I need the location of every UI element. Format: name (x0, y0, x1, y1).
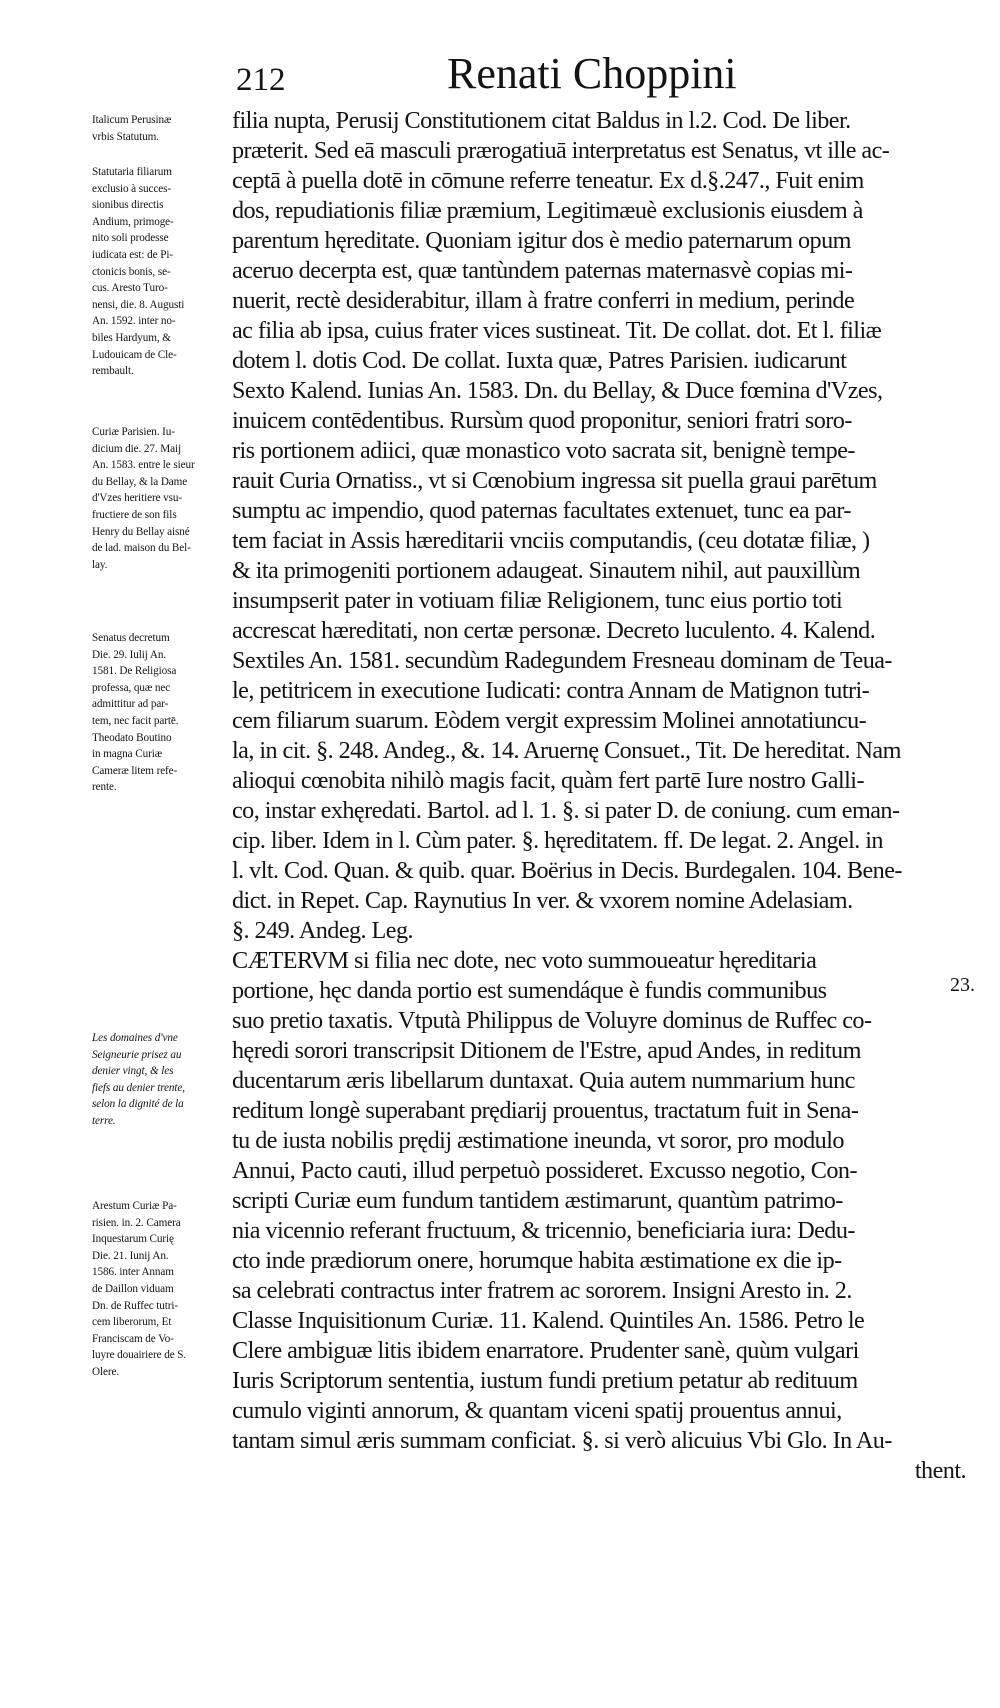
margin-note-line: du Bellay, & la Dame (92, 475, 188, 488)
margin-note-line: vrbis Statutum. (92, 130, 159, 143)
margin-note-line: biles Hardyum, & (92, 331, 171, 344)
margin-note-line: Senatus decretum (92, 632, 170, 644)
body-line: tem faciat in Assis hæreditarii vnciis computandis, (ceu dotatæ filiæ, ) (232, 527, 870, 554)
margin-note-line: risien. in. 2. Camera (92, 1216, 181, 1229)
body-line: Sextiles An. 1581. secundùm Radegundem Fresneau dominam de Teua- (232, 647, 892, 674)
body-line: le, petitricem in executione Iudicati: contra Annam de Matignon tutri- (232, 677, 870, 704)
margin-note-line: Cameræ litem refe- (92, 764, 178, 777)
margin-note-line: Die. 21. Iunij An. (92, 1249, 169, 1262)
body-line: scripti Curiæ eum fundum tantidem æstimarunt, quantùm patrimo- (232, 1187, 843, 1214)
body-line: la, in cit. §. 248. Andeg., &. 14. Aruernę Consuet., Tit. De hereditat. Nam (232, 737, 901, 764)
body-line: Sexto Kalend. Iunias An. 1583. Dn. du Bellay, & Duce fœmina d'Vzes, (232, 377, 883, 404)
margin-note-line: Arestum Curiæ Pa- (92, 1200, 177, 1212)
body-line: præterit. Sed eā masculi prærogatiuā interpretatus est Senatus, vt ille ac- (232, 137, 890, 164)
body-text (232, 106, 970, 1486)
body-line: cto inde prædiorum onere, horumque habita æstimatione ex die ip- (232, 1247, 842, 1274)
margin-note-line: Theodato Boutino (92, 731, 172, 744)
body-line: sumptu ac impendio, quod paternas facultates extenuet, tunc ea par- (232, 497, 851, 524)
body-line: insumpserit pater in votiuam filiæ Religionem, tunc eius portio toti (232, 587, 843, 614)
margin-note-line: cem liberorum, Et (92, 1316, 172, 1329)
body-line: Annui, Pacto cauti, illud perpetuò possideret. Excusso negotio, Con- (232, 1157, 857, 1184)
margin-note-line: fructiere de son fils (92, 508, 177, 521)
body-line: & ita primogeniti portionem adaugeat. Sinautem nihil, aut pauxillùm (232, 557, 861, 584)
margin-note (92, 630, 224, 796)
body-line: Iuris Scriptorum sententia, iustum fundi pretium petatur ab redituum (232, 1367, 858, 1394)
margin-note-line: lay. (92, 558, 108, 571)
body-line: cumulo viginti annorum, & quantam viceni spatij prouentus annui, (232, 1397, 842, 1424)
margin-note-line: admittitur ad par- (92, 698, 169, 711)
body-line: cip. liber. Idem in l. Cùm pater. §. hęreditatem. ff. De legat. 2. Angel. in (232, 827, 883, 854)
body-line: dict. in Repet. Cap. Raynutius In ver. & vxorem nomine Adelasiam. (232, 887, 853, 914)
margin-note-line: de lad. maison du Bel- (92, 542, 191, 555)
section-number: 23. (950, 974, 975, 996)
body-line: parentum hęreditate. Quoniam igitur dos è medio paternarum opum (232, 227, 851, 254)
margin-note-line: Die. 29. Iulij An. (92, 648, 167, 661)
margin-note-line: Les domaines d'vne (92, 1032, 178, 1044)
body-line: dotem l. dotis Cod. De collat. Iuxta quæ, Patres Parisien. iudicarunt (232, 347, 847, 374)
body-line: reditum longè superabant prędiarij prouentus, tractatum fuit in Sena- (232, 1097, 859, 1124)
body-line: aceruo decerpta est, quæ tantùndem paternas maternasvè copias mi- (232, 257, 853, 284)
margin-note-line: Ludouicam de Cle- (92, 348, 177, 361)
page-number: 212 (236, 62, 286, 98)
body-line: sa celebrati contractus inter fratrem ac sororem. Insigni Aresto in. 2. (232, 1277, 852, 1304)
body-line: hęredi sorori transcripsit Ditionem de l'Estre, apud Andes, in reditum (232, 1037, 861, 1064)
body-line: inuicem contēdentibus. Rursùm quod proponitur, seniori fratri soro- (232, 407, 852, 434)
margin-note (92, 1198, 224, 1381)
margin-note-line: Franciscam de Vo- (92, 1332, 174, 1345)
margin-note-line: An. 1583. entre le sieur (92, 459, 195, 472)
margin-note-line: Curiæ Parisien. Iu- (92, 426, 175, 438)
margin-note-line: nito soli prodesse (92, 232, 169, 245)
body-line: Clere ambiguæ litis ibidem enarratore. Prudenter sanè, quùm vulgari (232, 1337, 859, 1364)
body-line: tantam simul æris summam conficiat. §. si verò alicuius Vbi Glo. In Au- (232, 1427, 892, 1454)
margin-note-line: luyre douairiere de S. (92, 1349, 187, 1362)
margin-note-line: fiefs au denier trente, (92, 1081, 185, 1094)
margin-note-line: sionibus directis (92, 199, 164, 212)
body-line: co, instar exhęredati. Bartol. ad l. 1. §. si pater D. de coniung. cum eman- (232, 797, 900, 824)
margin-note-line: in magna Curiæ (92, 748, 163, 761)
body-line: CÆTERVM si filia nec dote, nec voto summoueatur hęreditaria (232, 947, 817, 974)
body-line: cem filiarum suarum. Eòdem vergit expressim Molinei annotatiuncu- (232, 707, 867, 734)
body-line: Classe Inquisitionum Curiæ. 11. Kalend. Quintiles An. 1586. Petro le (232, 1307, 865, 1334)
margin-note-line: Henry du Bellay aisné (92, 525, 190, 538)
margin-note-line: nensi, die. 8. Augusti (92, 298, 185, 311)
margin-note-line: de Daillon viduam (92, 1282, 174, 1295)
body-line: accrescat hæreditati, non certæ personæ. Decreto luculento. 4. Kalend. (232, 617, 876, 644)
page-header (232, 48, 752, 104)
body-line: thent. (914, 1457, 966, 1484)
running-title: Renati Choppini (447, 49, 737, 98)
body-line: alioqui cœnobita nihilò magis facit, quàm fert partē Iure nostro Galli- (232, 767, 864, 794)
margin-note (92, 424, 224, 573)
margin-note-line: 1581. De Religiosa (92, 665, 177, 678)
body-line: l. vlt. Cod. Quan. & quib. quar. Boërius in Decis. Burdegalen. 104. Bene- (232, 857, 902, 884)
margin-note-line: Seigneurie prisez au (92, 1048, 182, 1061)
margin-note-line: Statutaria filiarum (92, 166, 172, 178)
margin-note-line: ctonicis bonis, se- (92, 265, 171, 278)
margin-note (92, 112, 224, 145)
body-line: filia nupta, Perusij Constitutionem citat Baldus in l.2. Cod. De liber. (232, 107, 851, 134)
margin-note-line: tem, nec facit partē. (92, 714, 179, 727)
margin-note-line: rente. (92, 781, 117, 794)
body-line: tu de iusta nobilis prędij æstimatione ineunda, vt soror, pro modulo (232, 1127, 844, 1154)
margin-note-line: Italicum Perusinæ (92, 114, 172, 126)
margin-note-line: cus. Aresto Turo- (92, 282, 168, 295)
margin-note-line: dicium die. 27. Maij (92, 442, 182, 455)
margin-note-line: Dn. de Ruffec tutri- (92, 1299, 179, 1312)
body-line: ducentarum æris libellarum duntaxat. Quia autem nummarium hunc (232, 1067, 855, 1094)
margin-note-line: Andium, primoge- (92, 215, 174, 228)
body-line: portione, hęc danda portio est sumendáque è fundis communibus (232, 977, 827, 1004)
body-line: nia vicennio referant fructuum, & tricennio, beneficiaria iura: Dedu- (232, 1217, 855, 1244)
body-line: nuerit, rectè desiderabitur, illam à fratre conferri in medium, perinde (232, 287, 855, 314)
margin-note-line: rembault. (92, 365, 134, 378)
margin-note-line: Inquestarum Curię (92, 1233, 174, 1246)
body-line: suo pretio taxatis. Vtputà Philippus de Voluyre dominus de Ruffec co- (232, 1007, 872, 1034)
body-line: rauit Curia Ornatiss., vt si Cœnobium ingressa sit puella graui parētum (232, 467, 877, 494)
margin-note-line: 1586. inter Annam (92, 1266, 174, 1279)
margin-note-line: iudicata est: de Pi- (92, 248, 173, 261)
margin-note-line: An. 1592. inter no- (92, 315, 176, 328)
body-line: ris portionem adiici, quæ monastico voto sacrata sit, benignè tempe- (232, 437, 855, 464)
margin-note-line: professa, quæ nec (92, 681, 171, 694)
margin-note-line: denier vingt, & les (92, 1065, 174, 1078)
body-line: ac filia ab ipsa, cuius frater vices sustineat. Tit. De collat. dot. Et l. filiæ (232, 317, 882, 344)
margin-note-line: selon la dignité de la (92, 1098, 184, 1111)
body-line: §. 249. Andeg. Leg. (232, 917, 414, 944)
margin-note-line: terre. (92, 1114, 116, 1127)
body-line: dos, repudiationis filiæ præmium, Legitimæuè exclusionis eiusdem à (232, 197, 863, 224)
margin-note (92, 1030, 224, 1130)
body-line: ceptā à puella dotē in cōmune referre teneatur. Ex d.§.247., Fuit enim (232, 167, 864, 194)
margin-note-line: exclusio à succes- (92, 182, 171, 195)
margin-note-line: d'Vzes heritiere vsu- (92, 492, 183, 505)
margin-note (92, 164, 224, 380)
margin-note-line: Olere. (92, 1365, 120, 1378)
